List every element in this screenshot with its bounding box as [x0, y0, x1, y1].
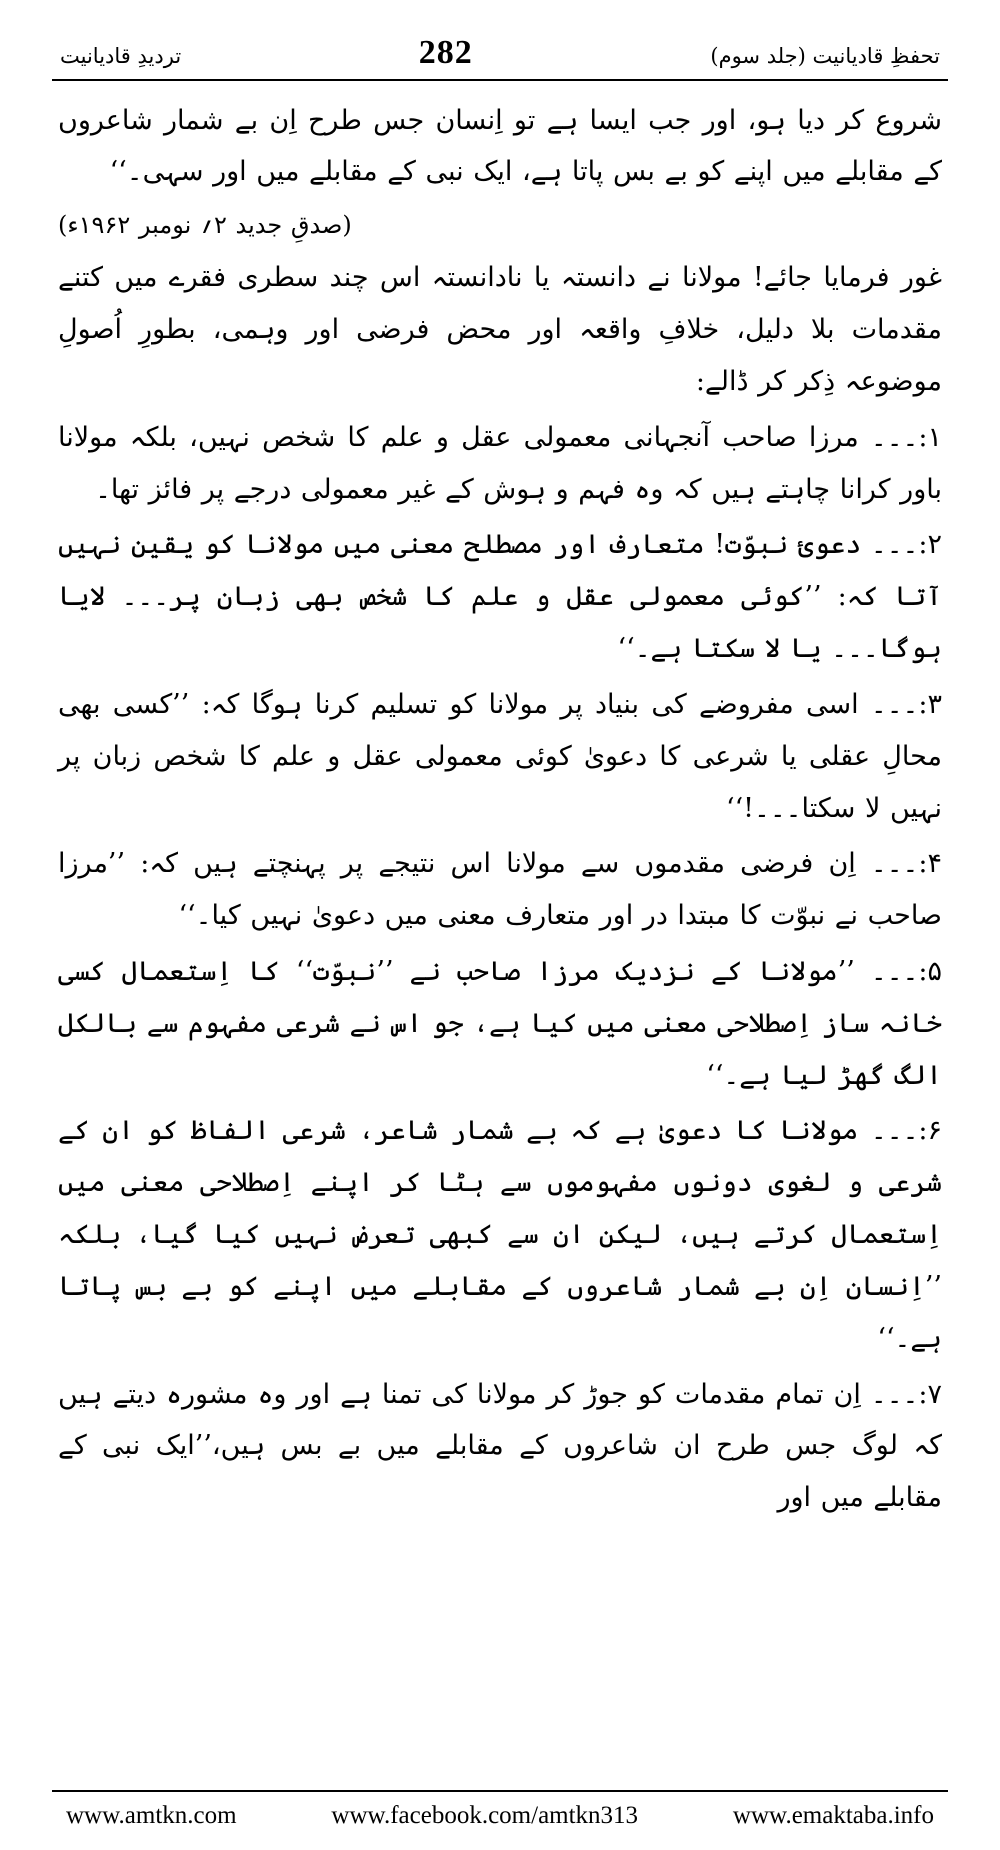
paragraph-source-reference: (صدقِ جدید ۲؍ نومبر ۱۹۶۲ء): [58, 211, 352, 240]
footer-facebook-link[interactable]: www.facebook.com/amtkn313: [331, 1802, 639, 1829]
page-body: [52, 81, 948, 1791]
paragraph-point-2: ۲:۔۔۔ دعویٔ نبوّت! متعارف اور مصطلح معنی میں مولانا کو یقین نہیں آتا کہ: ’’کوئی معمولی عقل و علم کا شخص بھی زبان پر۔۔۔ لایا ہوگا۔۔۔ یا لا سکتا ہے۔‘‘: [58, 529, 942, 665]
footer-emaktaba-link[interactable]: www.emaktaba.info: [732, 1802, 934, 1829]
header-section-title: تردیدِ قادیانیت: [60, 44, 182, 68]
paragraph-point-3: ۳:۔۔۔ اسی مفروضے کی بنیاد پر مولانا کو تسلیم کرنا ہوگا کہ: ’’کسی بھی محالِ عقلی یا شرعی کا دعویٰ کوئی معمولی عقل و علم کا شخص زبان پر نہیں لا سکتا۔۔۔!‘‘: [58, 688, 942, 824]
page-number: 282: [418, 34, 473, 71]
header-book-title: تحفظِ قادیانیت (جلد سوم): [710, 44, 940, 68]
paragraph-quote-continuation: شروع کر دیا ہو، اور جب ایسا ہے تو اِنسان جس طرح اِن بے شمار شاعروں کے مقابلے میں اپنے کو بے بس پاتا ہے، ایک نبی کے مقابلے میں اور سہی۔‘‘: [58, 104, 942, 188]
footer-website-link[interactable]: www.amtkn.com: [66, 1802, 237, 1829]
page-footer: [52, 1802, 948, 1830]
paragraph-point-5: ۵:۔۔۔ ’’مولانا کے نزدیک مرزا صاحب نے ’’نبوّت‘‘ کا اِستعمال کسی خانہ ساز اِصطلاحی معنی میں کیا ہے، جو اس نے شرعی مفہوم سے بالکل الگ گھڑ لیا ہے۔‘‘: [58, 956, 942, 1091]
paragraph-analysis-intro: غور فرمایا جائے! مولانا نے دانستہ یا نادانستہ اس چند سطری فقرے میں کتنے مقدمات بلا دلیل، خلافِ واقعہ اور محض فرضی اور وہمی، بطورِ اُصولِ موضوعہ ذِکر کر ڈالے:: [58, 262, 942, 397]
paragraph-point-6: ۶:۔۔۔ مولانا کا دعویٰ ہے کہ بے شمار شاعر، شرعی الفاظ کو ان کے شرعی و لغوی دونوں مفہوموں سے ہٹا کر اپنے اِصطلاحی معنی میں اِستعمال کرتے ہیں، لیکن ان سے کبھی تعرض نہیں کیا گیا، بلکہ ’’اِنسان اِن بے شمار شاعروں کے مقابلے میں اپنے کو بے بس پاتا ہے۔‘‘: [58, 1115, 942, 1354]
page-header: [52, 34, 948, 75]
paragraph-point-7: ۷:۔۔۔ اِن تمام مقدمات کو جوڑ کر مولانا کی تمنا ہے اور وہ مشورہ دیتے ہیں کہ لوگ جس طرح ان شاعروں کے مقابلے میں بے بس ہیں،’’ایک نبی کے مقابلے میں اور: [58, 1378, 942, 1514]
paragraph-point-4: ۴:۔۔۔ اِن فرضی مقدموں سے مولانا اس نتیجے پر پہنچتے ہیں کہ: ’’مرزا صاحب نے نبوّت کا مبتدا در اور متعارف معنی میں دعویٰ نہیں کیا۔‘‘: [58, 848, 942, 932]
paragraph-point-1: ۱:۔۔۔ مرزا صاحب آنجہانی معمولی عقل و علم کا شخص نہیں، بلکہ مولانا باور کرانا چاہتے ہیں کہ وہ فہم و ہوش کے غیر معمولی درجے پر فائز تھا۔: [58, 421, 942, 505]
footer-divider: [52, 1790, 948, 1792]
